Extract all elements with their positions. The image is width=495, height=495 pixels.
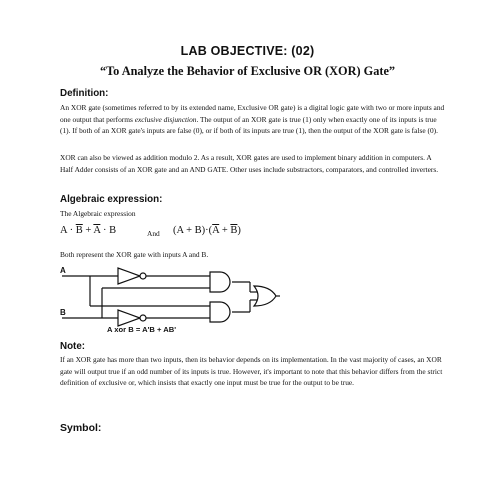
definition-text-a: An XOR gate (sometimes referred to by its extended name, Exclusive OR gate) is a digital logic gate with two or more inputs and one output that performs: [60, 103, 445, 124]
xor-circuit-diagram: [60, 262, 280, 347]
formula1-part-c: +: [82, 225, 94, 236]
algebraic-intro: The Algebraic expression: [60, 209, 136, 218]
circuit-caption: Both represent the XOR gate with inputs A and B.: [60, 250, 209, 259]
definition-emphasis: exclusive disjunction: [134, 114, 197, 124]
formula2-part-c: +: [219, 225, 231, 236]
algebraic-heading: Algebraic expression:: [60, 194, 163, 205]
formula1-part-b: $\overline{B}$: [75, 225, 83, 236]
xor-equation: A xor B = A'B + AB': [107, 325, 177, 334]
symbol-heading: Symbol:: [60, 422, 102, 434]
and-gate-lower: [210, 302, 230, 322]
not-gate-b: [118, 310, 146, 326]
definition-heading: Definition:: [60, 88, 109, 99]
formula-sum-of-products: [60, 225, 116, 247]
formula1-part-a: A ·: [60, 225, 76, 236]
and-label: And: [147, 229, 160, 238]
definition-paragraph-2: XOR can also be viewed as addition modulo 2. As a result, XOR gates are used to implement binary addition in computers. A Half Adder consists of an XOR gate and an AND GATE. Other uses include substractors, comparators, and controlled inverters.: [60, 153, 439, 174]
not-gate-a: [118, 268, 146, 284]
note-paragraph: If an XOR gate has more than two inputs, then its behavior depends on its implementation. In the vast majority of cases, an XOR gate will output true if an odd number of its inputs is true. However, it's important to note that this behavior differs from the strict definition of exclusive or, which insists that exactly one input must be true for the output to be true.: [60, 355, 443, 388]
formula2-part-b: $\overline{A}$: [212, 225, 220, 236]
or-gate: [254, 286, 276, 306]
input-b-label: B: [60, 308, 66, 317]
note-heading: Note:: [60, 341, 86, 352]
formula1-part-e: · B: [100, 225, 117, 236]
definition-text-b: . The output of an XOR gate is true (1) only when exactly one of its inputs is true (1). If both of an XOR gate's inputs are false (0), or if both of its inputs are true (1), then the output of the XOR gate is false (0).: [60, 114, 438, 136]
input-a-label: A: [60, 266, 66, 275]
lab-subtitle: “To Analyze the Behavior of Exclusive OR (XOR) Gate”: [99, 64, 396, 78]
formula1-part-d: $\overline{A}$: [93, 225, 101, 236]
formula2-part-e: ): [237, 225, 241, 236]
lab-objective-title: LAB OBJECTIVE: (02): [180, 44, 315, 58]
definition-paragraph-1: [60, 102, 445, 137]
formula2-part-d: $\overline{B}$: [230, 225, 238, 236]
and-gate-upper: [210, 272, 230, 292]
formula2-part-a: (A + B)·(: [173, 225, 213, 236]
formula-product-of-sums: [173, 225, 241, 247]
